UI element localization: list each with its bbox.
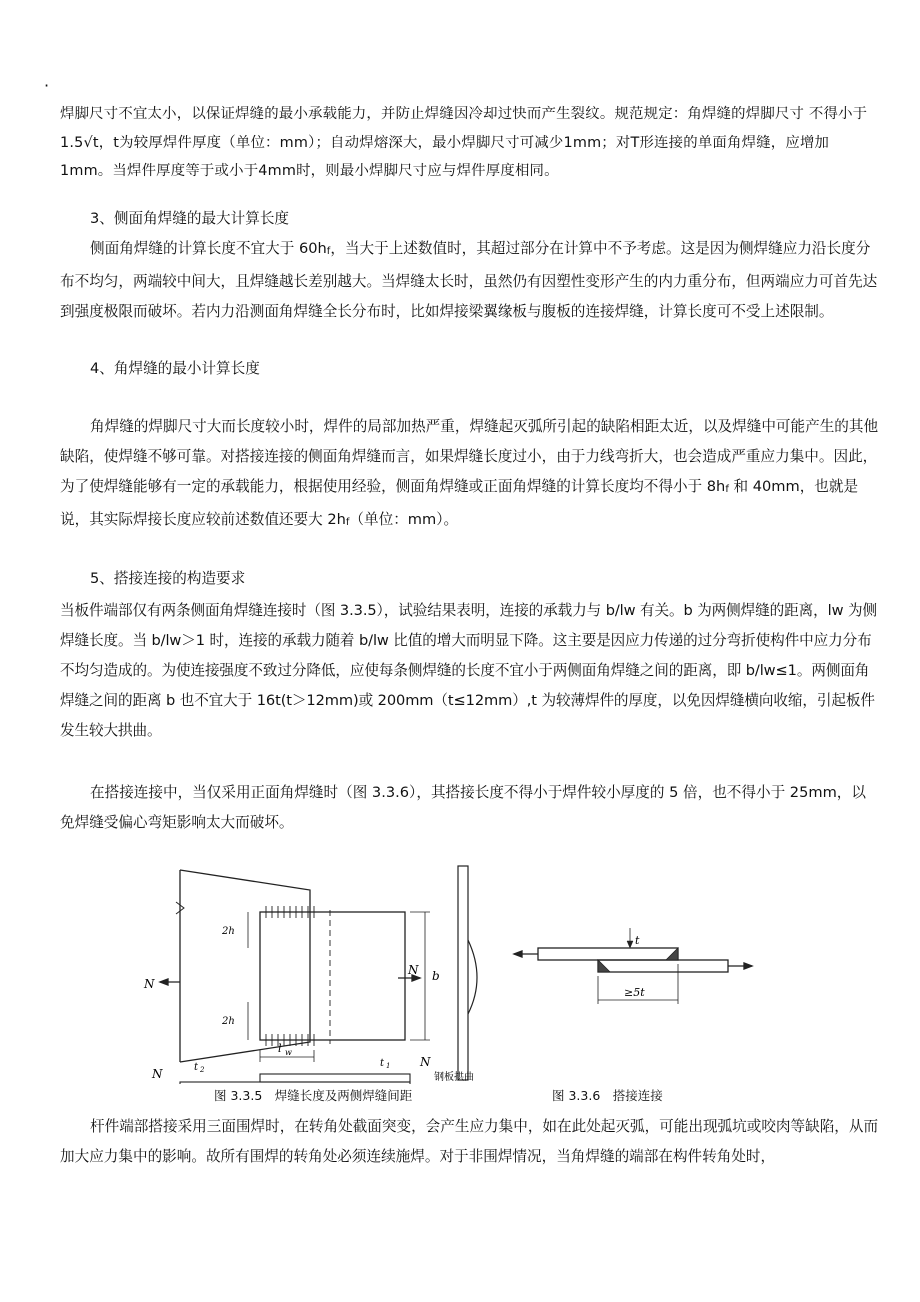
section-5-heading: 5、搭接连接的构造要求 — [90, 570, 246, 587]
weld-right — [666, 948, 678, 960]
fig1-label-N-bottom-left: N — [152, 1067, 163, 1081]
fig1-label-N-bottom-right: N — [420, 1055, 431, 1069]
page-marker: · — [44, 76, 50, 95]
intro-paragraph: 焊脚尺寸不宜太小，以保证焊缝的最小承载能力，并防止焊缝因冷却过快而产生裂纹。规范规定：角焊缝的焊脚尺寸 不得小于1.5√t，t为较厚焊件厚度（单位：mm）；自动焊熔深大，最小焊脚尺寸可减少1mm；对T形连接的单面角焊缝，应增加1mm。当焊件厚度等于或小于4mm时，则最小焊脚尺寸应与焊件厚度相同。 — [60, 106, 868, 179]
fig1-label-lw: l — [278, 1042, 282, 1055]
section-5-paragraph-1: 当板件端部仅有两条侧面角焊缝连接时（图 3.3.5），试验结果表明，连接的承载力与 b/lw 有关。b 为两侧焊缝的距离，lw 为侧焊缝长度。当 b/lw＞1 时，连接的承载力随着 b/lw 比值的增大而明显下降。这主要是因应力传递的过分弯折使构件中应力分布不均匀造成的。为使连接强度不致过分降低，应使每条侧焊缝的长度不宜小于两侧面角焊缝之间的距离，即 b/lw≤1。两侧面角焊缝之间的距离 b 也不宜大于 16t(t＞12mm)或 200mm（t≤12mm）,t 为较薄焊件的厚度，以免因焊缝横向收缩，引起板件发生较大拱曲。 — [60, 602, 877, 739]
figure-3-3-6 — [508, 920, 758, 1030]
fig1-label-N-right: N — [408, 963, 419, 977]
fig1-label-t1-sub: 1 — [386, 1062, 391, 1070]
section-4-paragraph: 角焊缝的焊脚尺寸大而长度较小时，焊件的局部加热严重，焊缝起灭弧所引起的缺陷相距太近，以及焊缝中可能产生的其他缺陷，使焊缝不够可靠。对搭接连接的侧面角焊缝而言，如果焊缝长度过小，由于力线弯折大，也会造成严重应力集中。因此，为了使焊缝能够有一定的承载能力，根据使用经验，侧面角焊缝或正面角焊缝的计算长度均不得小于 8hf 和 40mm，也就是说，其实际焊接长度应较前述数值还要大 2hf（单位：mm）。 — [60, 418, 879, 528]
upper-plate — [538, 948, 678, 960]
lower-plate — [598, 960, 728, 972]
section-4-heading: 4、角焊缝的最小计算长度 — [90, 360, 260, 377]
fig1-label-N-left: N — [144, 977, 155, 991]
gusset-plate-outline — [180, 870, 310, 1062]
closing-paragraph: 杆件端部搭接采用三面围焊时，在转角处截面突变，会产生应力集中，如在此处起灭弧，可能出现弧坑或咬肉等缺陷，从而加大应力集中的影响。故所有围焊的转角处必须连续施焊。对于非围焊情况，当角焊缝的端部在构件转角处时， — [60, 1118, 879, 1165]
fig2-label-length: ≥5t — [624, 986, 645, 999]
fig1-label-hf-bottom: 2h — [222, 1016, 235, 1027]
section-5-paragraph-2: 在搭接连接中，当仅采用正面角焊缝时（图 3.3.6），其搭接长度不得小于焊件较小厚度的 5 倍，也不得小于 25mm，以免焊缝受偏心弯矩影响太大而破坏。 — [60, 784, 866, 831]
figure-3-3-6-caption: 图 3.3.6 搭接连接 — [552, 1088, 663, 1103]
fig1-label-b: b — [432, 969, 440, 983]
weld-left — [598, 960, 610, 972]
fig2-label-t: t — [635, 934, 640, 947]
section-3-paragraph: 侧面角焊缝的计算长度不宜大于 60hf，当大于上述数值时，其超过部分在计算中不予考虑。这是因为侧焊缝应力沿长度分布不均匀，两端较中间大，且焊缝越长差别越大。当焊缝太长时，虽然仍有因塑性变形产生的内力重分布，但两端应力可首先达到强度极限而破坏。若内力沿测面角焊缝全长分布时，比如焊接梁翼缘板与腹板的连接焊缝，计算长度可不受上述限制。 — [60, 240, 878, 320]
fig1-label-hf-top: 2h — [222, 926, 235, 937]
figure-3-3-5 — [130, 862, 500, 1084]
figure-3-3-5-caption: 图 3.3.5 焊缝长度及两侧焊缝间距 — [214, 1088, 413, 1103]
fig1-label-t2: t — [194, 1062, 199, 1073]
bar-plate — [260, 912, 405, 1040]
fig1-label-t2-sub: 2 — [200, 1066, 205, 1074]
fig1-label-lw-sub: w — [285, 1048, 292, 1057]
section-3-heading: 3、侧面角焊缝的最大计算长度 — [90, 210, 290, 227]
fig1-label-t1: t — [380, 1058, 385, 1069]
fig1-label-buckle: 钢板拱曲 — [434, 1072, 474, 1083]
